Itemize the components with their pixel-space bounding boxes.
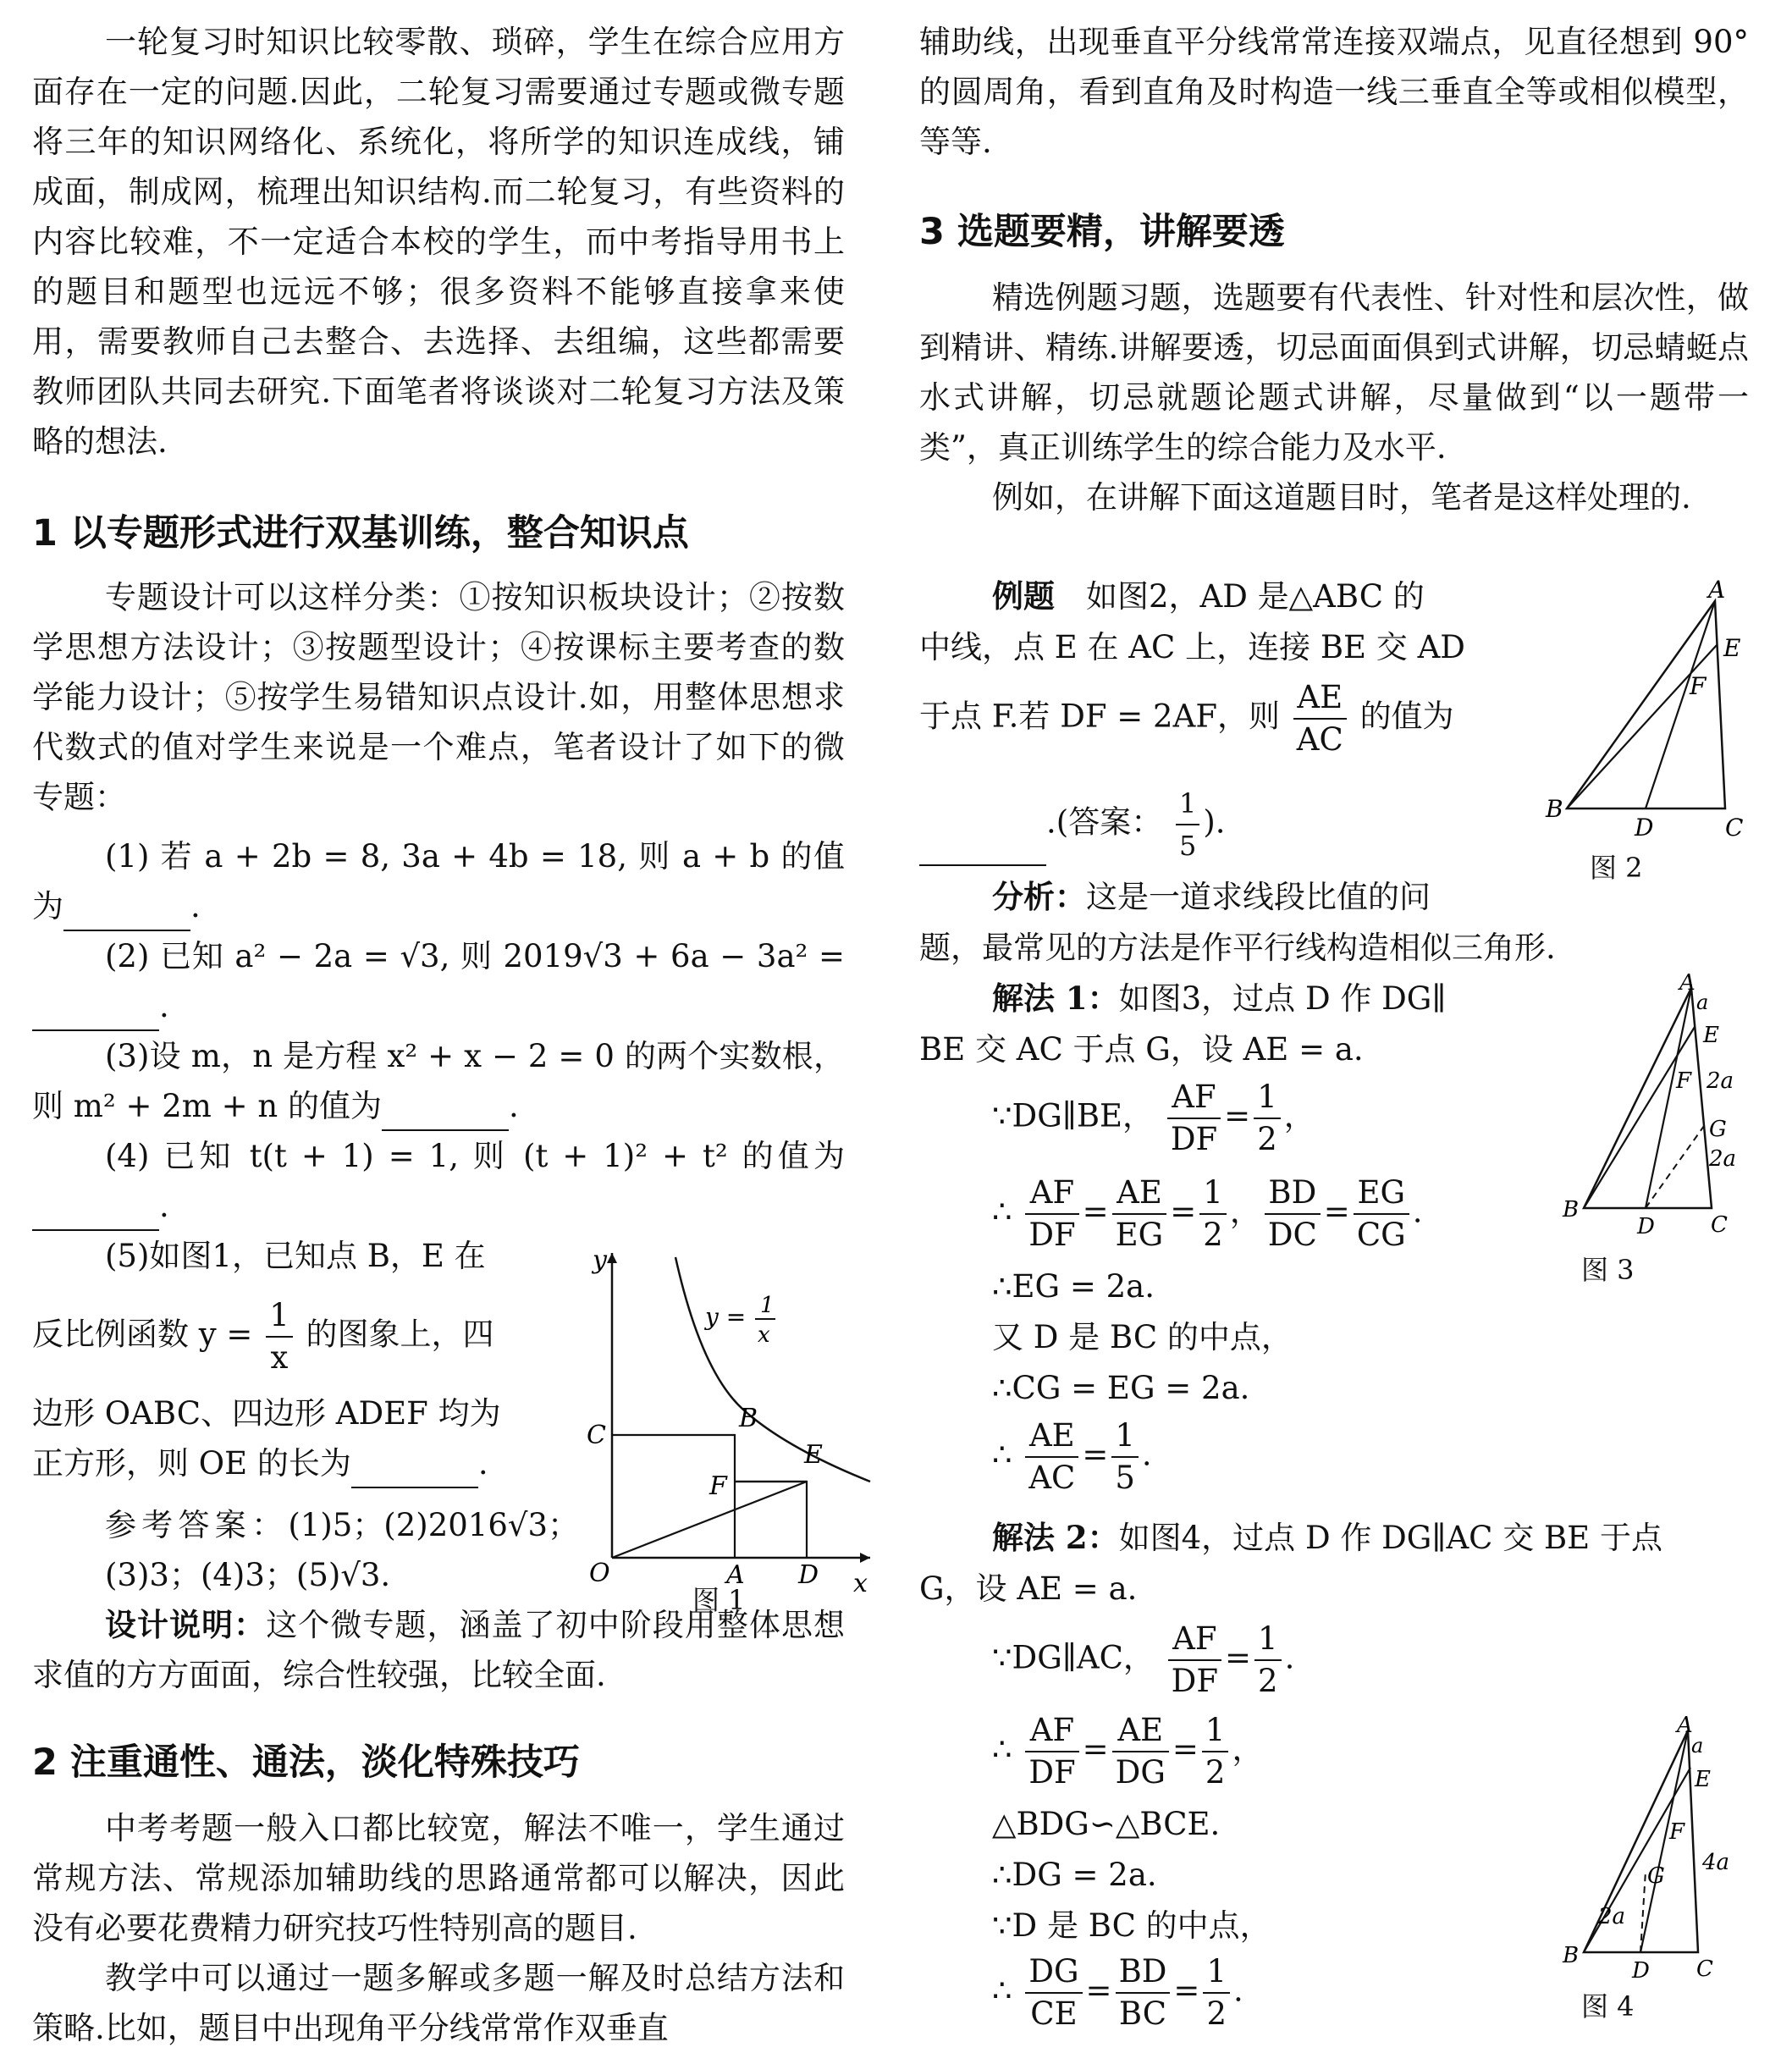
label-B: B [739,1404,758,1433]
label-O: O [589,1559,610,1588]
solution-2-step3: △BDG∽△BCE. [992,1806,1221,1842]
label-B: B [1563,1943,1580,1968]
label-2a: 2a [1709,1146,1737,1172]
square-ADEF [735,1482,807,1558]
section-1-paragraph: 专题设计可以这样分类：①按知识板块设计；②按数学思想方法设计；③按题型设计；④按课标主要考查的数学能力设计；⑤按学生易错知识点设计.如，用整体思想求代数式的值对学生来说是一个难点，笔者设计了如下的微专题： [32,579,845,815]
solution-2-line2: G，设 AE = a. [919,1570,1138,1607]
section-2-continuation: 辅助线，出现垂直平分线常常连接双端点，见直径想到 90°的圆周角，看到直角及时构造一线三垂直全等或相似模型，等等. [919,24,1749,160]
example-line1: 例题 如图2，AD 是△ABC 的 [992,577,1425,615]
label-A: A [1708,576,1726,604]
label-C: C [587,1421,606,1450]
fraction-AE-DG: $\frac{AE}{DG}$ [1112,1710,1169,1793]
solution-1-step5: ∴CG = EG = 2a. [992,1370,1250,1406]
label-4a: 4a [1702,1850,1730,1875]
design-note: 设计说明：这个微专题，涵盖了初中阶段用整体思想求值的方方面面，综合性较强，比较全面. [32,1606,846,1693]
solution-2-line1: 解法 2：如图4，过点 D 作 DG∥AC 交 BE 于点 [992,1519,1662,1556]
figure-3-caption: 图 3 [1581,1254,1635,1286]
section-1-heading: 1 以专题形式进行双基训练，整合知识点 [32,512,689,555]
label-F: F [709,1471,727,1501]
solution-1-step1: ∵DG∥BE， $\frac{AF}{DF}$ = $\frac{1}{2}$ ， [992,1077,1315,1160]
example-line4: .(答案： $\frac{1}{5}$ ). [919,783,1226,866]
answer-blank [382,1095,509,1131]
hyperbola-curve [675,1257,870,1482]
example-intro: 例如，在讲解下面这道题目时，笔者是这样处理的. [992,479,1691,516]
label-y: y [593,1245,607,1275]
intro-paragraph: 一轮复习时知识比较零散、琐碎，学生在综合应用方面存在一定的问题.因此，二轮复习需要通过专题或微专题将三年的知识网络化、系统化，将所学的知识连成线，铺成面，制成网，梳理出知识结构.而二轮复习，有些资料的内容比较难，不一定适合本校的学生，而中考指导用书上的题目和题型也远远不够；很多资料不能够直接拿来使用，需要教师自己去整合、去选择、去组编，这些都需要教师团队共同去研究.下面笔者将谈谈对二轮复习方法及策略的想法. [32,24,845,460]
function-label: y = [705,1303,747,1331]
label-2a: 2a [1707,1068,1734,1094]
fraction-1-over-x: $\frac{1}{x}$ [266,1295,293,1378]
label-A: A [1677,1713,1693,1738]
analysis-line2: 题，最常见的方法是作平行线构造相似三角形. [919,930,1556,966]
fraction-AF-DF: $\frac{AF}{DF}$ [1025,1173,1078,1256]
function-label-denominator: x [758,1322,770,1348]
label-a: a [1691,1734,1704,1758]
x-axis-arrow [860,1553,870,1563]
section-2-paragraph-2: 教学中可以通过一题多解或多题一解及时总结方法和策略.比如，题目中出现角平分线常常作双垂直 [32,1960,845,2046]
fraction-BD-DC: $\frac{BD}{DC}$ [1265,1173,1321,1256]
reference-answers: 参考答案：(1)5；(2)2016√3；(3)3；(4)3；(5)√3. [105,1507,579,1593]
label-E: E [804,1440,823,1470]
fraction-BD-BC: $\frac{BD}{BC}$ [1116,1951,1171,2034]
question-5-line3: 边形 OABC、四边形 ADEF 均为 [32,1395,501,1432]
section-2-heading: 2 注重通性、通法，淡化特殊技巧 [32,1741,580,1784]
label-C: C [1696,1956,1713,1982]
answer-blank [32,1195,159,1231]
figure-1-caption: 图 1 [692,1584,746,1616]
section-2-paragraph-1: 中考考题一般入口都比较宽，解法不唯一，学生通过常规方法、常规添加辅助线的思路通常都可以解决，因此没有必要花费精力研究技巧性特别高的题目. [32,1810,845,1946]
median-AD [1646,601,1715,809]
label-D: D [798,1560,819,1590]
fraction-DG-CE: $\frac{DG}{CE}$ [1025,1951,1082,2034]
solution-2-step4: ∴DG = 2a. [992,1857,1157,1893]
analysis-line1: 分析：这是一道求线段比值的问 [992,878,1431,915]
solution-2-step2: ∴ $\frac{AF}{DF}$ = $\frac{AE}{DG}$ = $\frac{1}{2}$ ， [992,1710,1263,1793]
fraction-EG-CG: $\frac{EG}{CG}$ [1354,1173,1409,1256]
figure-2-caption: 图 2 [1590,852,1643,884]
answer-blank [63,896,190,931]
fraction-AF-DF: $\frac{AF}{DF}$ [1168,1619,1221,1702]
segment-BE [1567,645,1717,809]
question-4: (4) 已知 t(t + 1) = 1, 则 (t + 1)² + t² 的值为. [32,1131,845,1231]
fraction-1-2: $\frac{1}{2}$ [1254,1619,1282,1702]
label-F: F [1690,672,1707,700]
fraction-AE-AC: $\frac{AE}{AC}$ [1025,1416,1078,1498]
figure-4-caption: 图 4 [1581,1990,1635,2023]
example-line2: 中线，点 E 在 AC 上，连接 BE 交 AD [919,629,1465,665]
label-G: G [1709,1117,1727,1142]
section-3-heading: 3 选题要精，讲解要透 [919,211,1285,253]
solution-2-step6: ∴ $\frac{DG}{CE}$ = $\frac{BD}{BC}$ = $\frac{1}{2}$ . [992,1951,1243,2034]
fraction-AE-EG: $\frac{AE}{EG}$ [1112,1173,1167,1256]
label-x: x [853,1569,868,1598]
section-3-paragraph: 精选例题习题，选题要有代表性、针对性和层次性，做到精讲、精练.讲解要透，切忌面面俱到式讲解，切忌蜻蜓点水式讲解，切忌就题论题式讲解，尽量做到“以一题带一类”，真正训练学生的综合能力及水平. [919,279,1749,466]
figure-1 [574,1244,879,1598]
label-B: B [1563,1197,1580,1222]
question-5-line4: 正方形，则 OE 的长为 . [32,1438,488,1488]
fraction-1-2: $\frac{1}{2}$ [1254,1077,1281,1160]
label-A: A [1679,970,1696,996]
solution-1-step6: ∴ $\frac{AE}{AC}$ = $\frac{1}{5}$ . [992,1416,1152,1498]
label-E: E [1695,1767,1711,1792]
fraction-AF-DF: $\frac{AF}{DF}$ [1167,1077,1221,1160]
fraction-1-2: $\frac{1}{2}$ [1202,1710,1229,1793]
fraction-answer: $\frac{1}{5}$ [1176,783,1199,866]
figure-4 [1503,1713,1749,1990]
label-D: D [1635,814,1654,842]
label-E: E [1723,634,1741,662]
label-F: F [1676,1068,1692,1094]
label-C: C [1725,814,1744,842]
label-A: A [726,1560,745,1590]
example-line3: 于点 F.若 DF = 2AF，则 $\frac{AE}{AC}$ 的值为 [919,677,1454,760]
label-D: D [1632,1958,1650,1984]
y-axis-arrow [607,1253,617,1263]
label-D: D [1637,1214,1655,1239]
solution-1-step4: 又 D 是 BC 的中点， [992,1319,1293,1355]
label-F: F [1669,1819,1685,1845]
answer-blank [32,996,159,1031]
question-3: (3)设 m，n 是方程 x² + x − 2 = 0 的两个实数根，则 m² + 2m + n 的值为 . [32,1031,845,1131]
segment-BE [1584,1027,1695,1208]
question-2: (2) 已知 a² − 2a = √3, 则 2019√3 + 6a − 3a² =. [32,931,845,1031]
question-5-line1: (5)如图1，已知点 B，E 在 [105,1238,486,1274]
answer-blank [351,1453,478,1488]
label-a: a [1696,991,1709,1014]
fraction-1-5: $\frac{1}{5}$ [1111,1416,1139,1498]
question-1: (1) 若 a + 2b = 8, 3a + 4b = 18, 则 a + b 的值为 . [32,831,845,931]
label-C: C [1711,1212,1728,1238]
fraction-1-2: $\frac{1}{2}$ [1199,1173,1227,1256]
fraction-1-2: $\frac{1}{2}$ [1203,1951,1230,2034]
label-E: E [1703,1023,1719,1048]
figure-3 [1503,970,1749,1240]
solution-1-step3: ∴EG = 2a. [992,1268,1155,1305]
label-G: G [1647,1863,1665,1889]
solution-1-step2: ∴ $\frac{AF}{DF}$ = $\frac{AE}{EG}$ = $\frac{1}{2}$ ， $\frac{BD}{DC}$ = $\frac{EG}{CG}$ . [992,1173,1422,1256]
figure-2 [1503,576,1749,842]
question-5-line2: 反比例函数 y = $\frac{1}{x}$ 的图象上，四 [32,1295,494,1378]
fraction-AF-DF: $\frac{AF}{DF}$ [1025,1710,1078,1793]
function-label-numerator: 1 [760,1293,775,1318]
label-2a: 2a [1598,1904,1626,1929]
solution-2-step5: ∵D 是 BC 的中点， [992,1907,1271,1944]
solution-2-step1: ∵DG∥AC， $\frac{AF}{DF}$ = $\frac{1}{2}$ . [992,1619,1294,1702]
fraction-AE-over-AC: $\frac{AE}{AC}$ [1293,677,1347,760]
triangle-ABC [1567,601,1725,809]
solution-1-line1: 解法 1：如图3，过点 D 作 DG∥ [992,980,1447,1017]
answer-blank [919,831,1046,866]
solution-1-line2: BE 交 AC 于点 G，设 AE = a. [919,1031,1364,1068]
label-B: B [1546,795,1563,823]
